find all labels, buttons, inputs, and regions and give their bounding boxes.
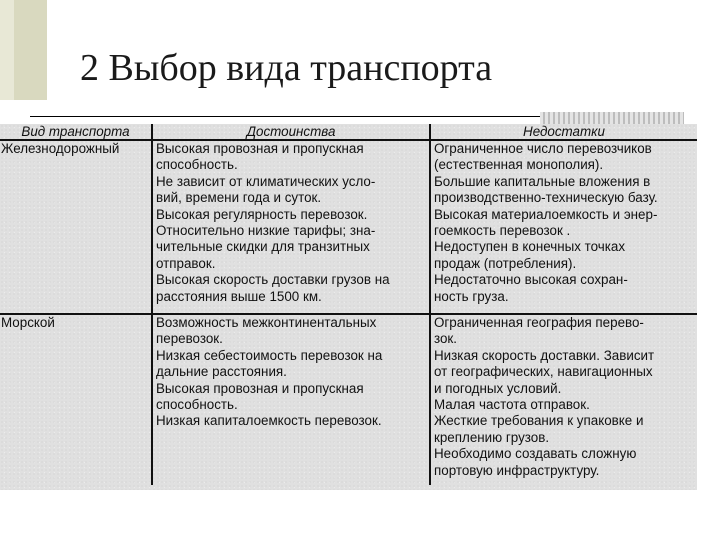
disadvantage-line: Необходимо создавать сложную: [434, 446, 637, 462]
sidebar-accent-stripe: [0, 0, 14, 100]
cell-advantages: [152, 314, 430, 485]
table-row-rail: [0, 140, 697, 314]
transport-type-label: Морской: [1, 315, 55, 330]
cell-transport-type: [0, 314, 152, 485]
disadvantage-line: от географических, навигационных: [434, 364, 653, 380]
advantage-line: способность.: [156, 397, 238, 413]
advantage-line: Низкая себестоимость перевозок на: [156, 347, 383, 363]
disadvantage-line: зок.: [434, 331, 458, 347]
disadvantage-line: гоемкость перевозок .: [434, 223, 571, 239]
table-row-sea: [0, 314, 697, 485]
disadvantage-line: и погодных условий.: [434, 380, 562, 396]
advantage-line: Возможность межконтинентальных: [156, 315, 377, 330]
cell-disadvantages: [430, 314, 697, 485]
header-transport-type: Вид транспорта: [0, 124, 152, 140]
advantage-line: отправок.: [156, 255, 216, 271]
advantage-line: расстояния выше 1500 км.: [156, 288, 322, 304]
disadvantage-line: Большие капитальные вложения в: [434, 173, 651, 189]
cell-transport-type: [0, 140, 152, 314]
disadvantage-line: креплению грузов.: [434, 429, 550, 445]
disadvantage-line: портовую инфраструктуру.: [434, 462, 600, 478]
corner-accent: [540, 112, 684, 124]
advantage-line: Высокая провозная и пропускная: [156, 380, 364, 396]
slide-title: 2 Выбор вида транспорта: [80, 47, 493, 89]
disadvantage-line: ность груза.: [434, 288, 509, 304]
advantage-line: перевозок.: [156, 331, 223, 347]
header-disadvantages: Недостатки: [430, 124, 697, 140]
advantage-line: дальние расстояния.: [156, 364, 287, 380]
advantage-line: Не зависит от климатических усло-: [156, 173, 376, 189]
transport-table-image: [0, 124, 697, 490]
advantage-line: Высокая регулярность перевозок.: [156, 206, 368, 222]
disadvantage-line: Высокая материалоемкость и энер-: [434, 206, 658, 222]
disadvantage-line: продаж (потребления).: [434, 255, 577, 271]
disadvantage-line: (естественная монополия).: [434, 157, 604, 173]
advantage-line: способность.: [156, 157, 238, 173]
title-underline: [30, 116, 545, 117]
disadvantage-line: Малая частота отправок.: [434, 397, 590, 413]
cell-advantages: [152, 140, 430, 314]
disadvantage-line: Недостаточно высокая сохран-: [434, 272, 628, 288]
header-advantages: Достоинства: [152, 124, 430, 140]
advantage-line: Низкая капиталоемкость перевозок.: [156, 413, 382, 429]
disadvantage-line: Недоступен в конечных точках: [434, 239, 626, 255]
advantage-line: чительные скидки для транзитных: [156, 239, 370, 255]
disadvantage-line: Ограниченная география перево-: [434, 315, 644, 330]
disadvantage-line: производственно-техническую базу.: [434, 190, 658, 206]
advantage-line: Высокая провозная и пропускная: [156, 141, 364, 156]
table-header-row: [0, 124, 697, 140]
advantage-line: Относительно низкие тарифы; зна-: [156, 223, 376, 239]
advantage-line: Высокая скорость доставки грузов на: [156, 272, 390, 288]
disadvantage-line: Низкая скорость доставки. Зависит: [434, 347, 655, 363]
transport-comparison-table: [0, 124, 697, 485]
disadvantage-line: Ограниченное число перевозчиков: [434, 141, 652, 156]
transport-type-label: Железнодорожный: [1, 141, 120, 156]
advantage-line: вий, времени года и суток.: [156, 190, 322, 206]
disadvantage-line: Жесткие требования к упаковке и: [434, 413, 644, 429]
cell-disadvantages: [430, 140, 697, 314]
